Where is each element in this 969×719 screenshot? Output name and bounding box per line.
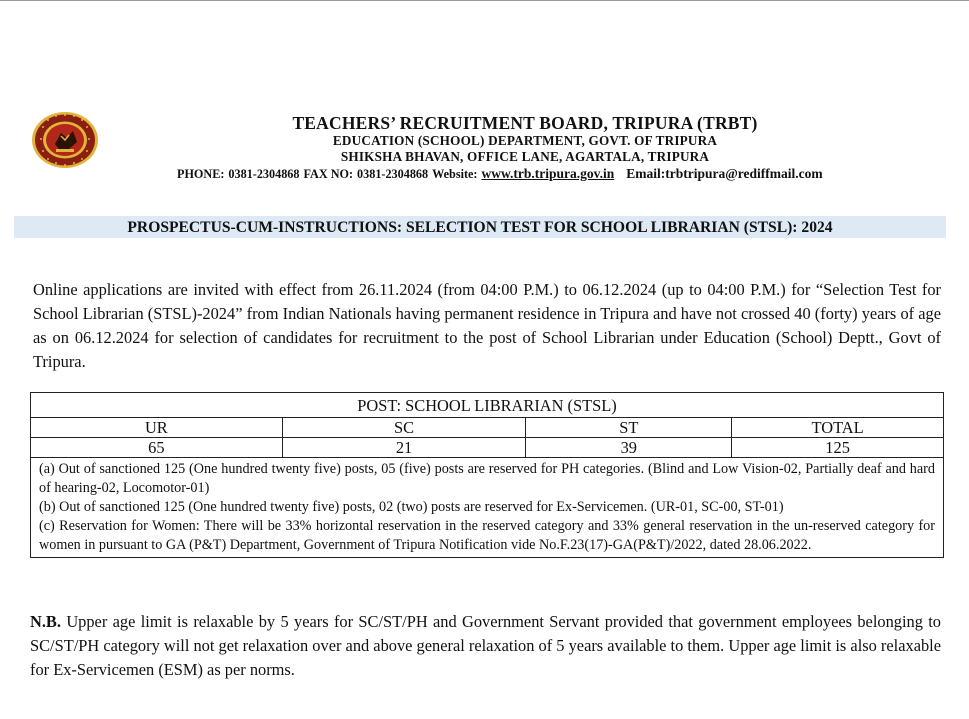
table-values-row	[31, 438, 944, 458]
nb-label: N.B.	[30, 612, 61, 631]
header-sc: SC	[282, 418, 526, 438]
header-ur: UR	[31, 418, 283, 438]
value-st: 39	[526, 438, 732, 458]
contact-line	[177, 166, 823, 182]
table-caption: POST: SCHOOL LIBRARIAN (STSL)	[31, 393, 944, 418]
board-title: TEACHERS’ RECRUITMENT BOARD, TRIPURA (TRBT)	[292, 113, 758, 133]
note-women-reservation: (c) Reservation for Women: There will be 33% horizontal reservation in the reserved category and 33% general reservation in the un-reserved category for women in pursuant to GA (P&T) Department, Government of Tripura Notification vide No.F.23(17)-GA(P&T)/2022, dated 28.06.2022.	[39, 518, 935, 553]
website-link[interactable]: www.trb.tripura.gov.in	[481, 166, 615, 181]
value-total: 125	[732, 438, 944, 458]
table-header-row	[31, 418, 944, 438]
table-notes-row	[31, 458, 944, 558]
phone-label: PHONE:	[177, 167, 225, 181]
header-total: TOTAL	[732, 418, 944, 438]
department-line: EDUCATION (SCHOOL) DEPARTMENT, GOVT. OF TRIPURA	[332, 133, 718, 148]
post-reservation-table	[30, 392, 944, 558]
note-ex-servicemen: (b) Out of sanctioned 125 (One hundred twenty five) posts, 02 (two) posts are reserved for Ex-Servicemen. (UR-01, SC-00, ST-01)	[39, 499, 784, 515]
value-ur: 65	[31, 438, 283, 458]
top-border	[0, 0, 969, 1]
value-sc: 21	[282, 438, 526, 458]
intro-paragraph: Online applications are invited with effect from 26.11.2024 (from 04:00 P.M.) to 06.12.2024 (up to 04:00 P.M.) for “Selection Test for School Librarian (STSL)-2024” from Indian Nationals having permanent residence in Tripura and have not crossed 40 (forty) years of age as on 06.12.2024 for selection of candidates for recruitment to the post of School Librarian under Education (School) Deptt., Govt of Tripura.	[33, 280, 941, 371]
table-caption-row	[31, 393, 944, 418]
reservation-notes	[31, 458, 944, 558]
phone-number: 0381-2304868	[228, 167, 300, 181]
nb-text: Upper age limit is relaxable by 5 years for SC/ST/PH and Government Servant provided that government employees belonging to SC/ST/PH category will not get relaxation over and above general relaxation of 5 years available to them. Upper age limit is also relaxable for Ex-Servicemen (ESM) as per norms.	[30, 612, 941, 679]
address-line: SHIKSHA BHAVAN, OFFICE LANE, AGARTALA, TRIPURA	[340, 149, 710, 164]
prospectus-title: PROSPECTUS-CUM-INSTRUCTIONS: SELECTION TEST FOR SCHOOL LIBRARIAN (STSL): 2024	[14, 216, 946, 238]
email-address[interactable]: Email:trbtripura@rediffmail.com	[626, 166, 823, 181]
fax-number: 0381-2304868	[357, 167, 429, 181]
nb-paragraph	[30, 610, 941, 682]
website-label: Website:	[432, 167, 478, 181]
fax-label: FAX NO:	[303, 167, 354, 181]
note-ph-reservation: (a) Out of sanctioned 125 (One hundred twenty five) posts, 05 (five) posts are reserved for PH categories. (Blind and Low Vision-02, Partially deaf and hard of hearing-02, Locomotor-01)	[39, 461, 935, 496]
header-st: ST	[526, 418, 732, 438]
